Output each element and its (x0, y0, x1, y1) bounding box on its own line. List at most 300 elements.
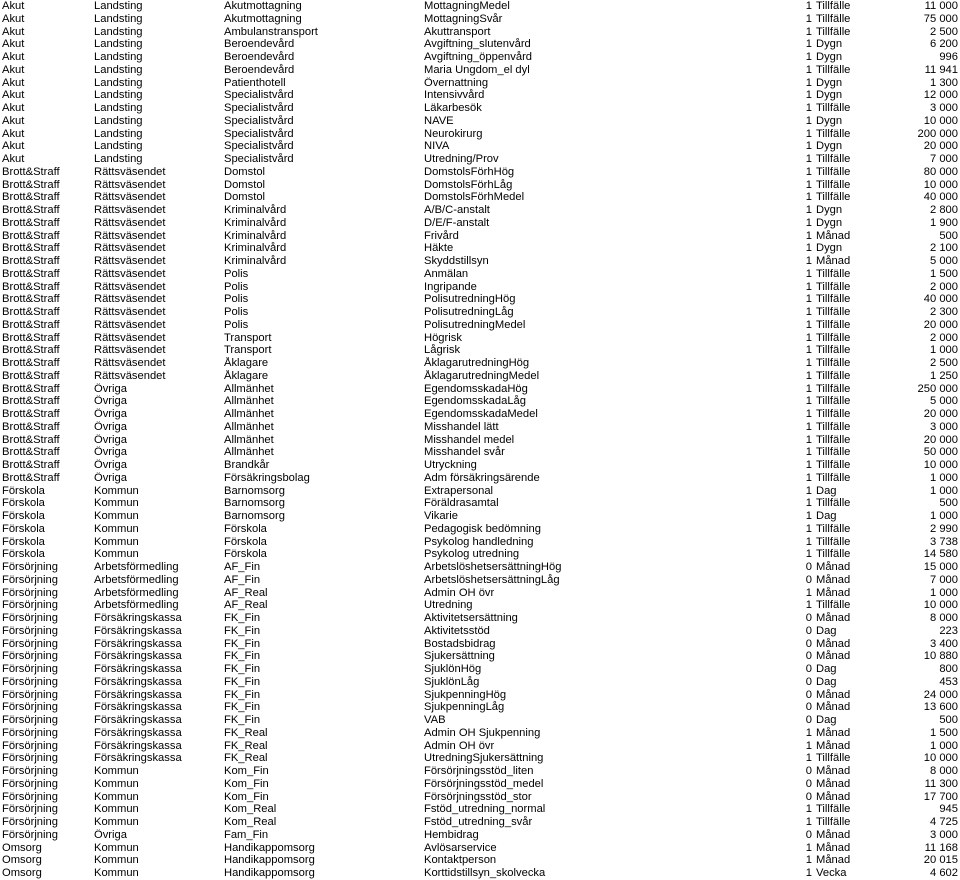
area-cell: Akut (2, 102, 25, 114)
table-row (0, 650, 960, 663)
sector-cell: Kommun (94, 497, 139, 510)
unit-cell: Specialistvård (224, 127, 294, 140)
period-cell: Tillfälle (816, 12, 851, 25)
cost-cell: 80 000 (923, 165, 958, 178)
cost-cell: 3 000 (930, 420, 958, 433)
unit-cell: Beroendevård (224, 51, 295, 63)
count-cell: 1 (805, 395, 812, 408)
unit-cell: Allmänhet (224, 408, 274, 420)
unit-cell: Allmänhet (224, 446, 274, 459)
cost-cell: 75 000 (923, 12, 958, 25)
period-cell: Tillfälle (816, 178, 851, 191)
sector-cell: Rättsväsendet (94, 344, 166, 357)
cost-cell: 1 900 (930, 216, 958, 229)
period-cell: Månad (816, 739, 851, 752)
count-cell: 1 (805, 178, 812, 191)
unit-cell: Transport (224, 344, 272, 357)
unit-cell: Specialistvård (224, 89, 294, 102)
table-row (0, 153, 960, 166)
area-cell: Försörjning (2, 701, 58, 714)
period-cell: Vecka (816, 867, 847, 879)
unit-cell: Specialistvård (224, 140, 294, 153)
area-cell: Försörjning (2, 573, 58, 586)
area-cell: Omsorg (2, 867, 42, 879)
table-row (0, 268, 960, 281)
table-row (0, 472, 960, 485)
unit-cell: Polis (224, 280, 249, 293)
table-row (0, 752, 960, 765)
area-cell: Brott&Straff (2, 433, 60, 446)
period-cell: Tillfälle (816, 382, 851, 395)
unit-cell: Kom_Fin (224, 777, 269, 790)
item-cell: ArbetslöshetsersättningHög (424, 561, 562, 573)
area-cell: Brott&Straff (2, 165, 60, 178)
period-cell: Månad (816, 765, 851, 777)
table-row (0, 51, 960, 64)
period-cell: Tillfälle (816, 459, 851, 471)
period-cell: Dygn (816, 114, 843, 127)
cost-cell: 2 100 (930, 242, 958, 255)
unit-cell: Kom_Fin (224, 765, 269, 777)
cost-cell: 1 000 (930, 471, 958, 484)
item-cell: Psykolog handledning (424, 535, 534, 548)
cost-cell: 3 000 (930, 828, 958, 841)
area-cell: Brott&Straff (2, 293, 60, 306)
area-cell: Brott&Straff (2, 471, 60, 484)
area-cell: Brott&Straff (2, 229, 60, 242)
item-cell: Hembidrag (424, 828, 479, 841)
table-row (0, 548, 960, 561)
item-cell: Anmälan (424, 267, 469, 280)
area-cell: Förskola (2, 548, 45, 561)
sector-cell: Försäkringskassa (94, 726, 182, 739)
unit-cell: FK_Fin (224, 612, 261, 624)
item-cell: Föräldrasamtal (424, 497, 499, 510)
table-row (0, 179, 960, 192)
period-cell: Månad (816, 637, 851, 650)
cost-cell: 8 000 (930, 612, 958, 624)
unit-cell: Åklagare (224, 357, 269, 369)
sector-cell: Försäkringskassa (94, 612, 182, 624)
unit-cell: Domstol (224, 178, 266, 191)
period-cell: Månad (816, 854, 851, 867)
period-cell: Tillfälle (816, 357, 851, 369)
item-cell: DomstolsFörhMedel (424, 191, 525, 204)
period-cell: Tillfälle (816, 599, 851, 612)
item-cell: Utredning/Prov (424, 153, 499, 165)
item-cell: Bostadsbidrag (424, 637, 496, 650)
area-cell: Brott&Straff (2, 357, 60, 369)
item-cell: VAB (424, 714, 446, 726)
area-cell: Akut (2, 127, 25, 140)
area-cell: Brott&Straff (2, 344, 60, 357)
item-cell: Vikarie (424, 510, 458, 522)
item-cell: Admin OH övr (424, 739, 495, 752)
table-row (0, 102, 960, 115)
period-cell: Månad (816, 726, 851, 739)
sector-cell: Rättsväsendet (94, 318, 166, 331)
sector-cell: Övriga (94, 471, 127, 484)
area-cell: Brott&Straff (2, 216, 60, 229)
count-cell: 1 (805, 357, 812, 369)
count-cell: 0 (805, 714, 812, 726)
period-cell: Tillfälle (816, 280, 851, 293)
table-row (0, 625, 960, 638)
item-cell: Adm försäkringsärende (424, 471, 540, 484)
cost-cell: 2 500 (930, 357, 958, 369)
item-cell: PolisutredningLåg (424, 306, 514, 318)
unit-cell: Handikappomsorg (224, 841, 315, 854)
unit-cell: Patienthotell (224, 76, 286, 89)
area-cell: Försörjning (2, 726, 58, 739)
table-row (0, 230, 960, 243)
item-cell: Maria Ungdom_el dyl (424, 63, 530, 76)
cost-cell: 1 300 (930, 76, 958, 89)
table-row (0, 319, 960, 332)
unit-cell: FK_Fin (224, 663, 261, 675)
count-cell: 1 (805, 306, 812, 318)
count-cell: 0 (805, 624, 812, 637)
table-row (0, 89, 960, 102)
count-cell: 1 (805, 510, 812, 522)
table-row (0, 663, 960, 676)
area-cell: Försörjning (2, 675, 58, 688)
sector-cell: Rättsväsendet (94, 280, 166, 293)
unit-cell: Barnomsorg (224, 497, 285, 510)
sector-cell: Försäkringskassa (94, 650, 182, 663)
item-cell: Frivård (424, 229, 459, 242)
sector-cell: Kommun (94, 548, 139, 561)
table-row (0, 497, 960, 510)
sector-cell: Rättsväsendet (94, 267, 166, 280)
item-cell: Misshandel svår (424, 446, 505, 459)
sector-cell: Kommun (94, 510, 139, 522)
area-cell: Brott&Straff (2, 446, 60, 459)
cost-cell: 800 (939, 663, 958, 675)
period-cell: Dag (816, 714, 837, 726)
cost-cell: 4 725 (930, 816, 958, 828)
period-cell: Tillfälle (816, 395, 851, 408)
unit-cell: Domstol (224, 191, 266, 204)
sector-cell: Försäkringskassa (94, 675, 182, 688)
count-cell: 1 (805, 522, 812, 535)
count-cell: 0 (805, 650, 812, 663)
unit-cell: FK_Real (224, 739, 268, 752)
area-cell: Brott&Straff (2, 191, 60, 204)
period-cell: Tillfälle (816, 331, 851, 344)
item-cell: Övernattning (424, 76, 489, 89)
period-cell: Dygn (816, 242, 843, 255)
unit-cell: Beroendevård (224, 38, 295, 51)
count-cell: 1 (805, 153, 812, 165)
area-cell: Akut (2, 89, 25, 102)
unit-cell: AF_Real (224, 586, 268, 599)
unit-cell: FK_Fin (224, 650, 261, 663)
count-cell: 0 (805, 701, 812, 714)
period-cell: Dygn (816, 216, 843, 229)
sector-cell: Landsting (94, 140, 143, 153)
sector-cell: Arbetsförmedling (94, 573, 179, 586)
cost-cell: 10 000 (923, 752, 958, 765)
period-cell: Tillfälle (816, 446, 851, 459)
area-cell: Brott&Straff (2, 280, 60, 293)
item-cell: Extrapersonal (424, 484, 494, 497)
unit-cell: Barnomsorg (224, 484, 285, 497)
table-row (0, 714, 960, 727)
period-cell: Dygn (816, 76, 843, 89)
period-cell: Tillfälle (816, 306, 851, 318)
count-cell: 1 (805, 63, 812, 76)
area-cell: Brott&Straff (2, 318, 60, 331)
unit-cell: FK_Fin (224, 675, 261, 688)
count-cell: 0 (805, 675, 812, 688)
area-cell: Brott&Straff (2, 306, 60, 318)
cost-cell: 6 200 (930, 38, 958, 51)
cost-cell: 500 (939, 229, 958, 242)
period-cell: Månad (816, 841, 851, 854)
area-cell: Förskola (2, 497, 45, 510)
table-row (0, 242, 960, 255)
area-cell: Akut (2, 25, 25, 38)
cost-cell: 2 000 (930, 331, 958, 344)
item-cell: Kontaktperson (424, 854, 497, 867)
unit-cell: Specialistvård (224, 153, 294, 165)
unit-cell: Polis (224, 306, 249, 318)
table-row (0, 77, 960, 90)
area-cell: Akut (2, 153, 25, 165)
table-row (0, 599, 960, 612)
sector-cell: Kommun (94, 765, 139, 777)
table-row (0, 523, 960, 536)
sector-cell: Landsting (94, 102, 143, 114)
area-cell: Förskola (2, 484, 45, 497)
sector-cell: Försäkringskassa (94, 637, 182, 650)
item-cell: Akuttransport (424, 25, 491, 38)
count-cell: 1 (805, 140, 812, 153)
count-cell: 1 (805, 267, 812, 280)
unit-cell: FK_Real (224, 752, 268, 765)
period-cell: Tillfälle (816, 293, 851, 306)
table-row (0, 64, 960, 77)
table-row (0, 446, 960, 459)
sector-cell: Landsting (94, 25, 143, 38)
cost-cell: 7 000 (930, 153, 958, 165)
count-cell: 1 (805, 382, 812, 395)
unit-cell: Kriminalvård (224, 216, 287, 229)
count-cell: 0 (805, 777, 812, 790)
period-cell: Dag (816, 675, 837, 688)
unit-cell: Domstol (224, 165, 266, 178)
period-cell: Tillfälle (816, 471, 851, 484)
unit-cell: Kom_Fin (224, 790, 269, 803)
area-cell: Brott&Straff (2, 178, 60, 191)
count-cell: 1 (805, 548, 812, 561)
sector-cell: Övriga (94, 408, 127, 420)
unit-cell: Handikappomsorg (224, 854, 315, 867)
area-cell: Försörjning (2, 765, 58, 777)
count-cell: 1 (805, 242, 812, 255)
cost-cell: 10 000 (923, 599, 958, 612)
item-cell: Misshandel medel (424, 433, 515, 446)
table-row (0, 255, 960, 268)
period-cell: Tillfälle (816, 267, 851, 280)
area-cell: Brott&Straff (2, 267, 60, 280)
cost-cell: 17 700 (923, 790, 958, 803)
cost-cell: 11 941 (924, 63, 958, 76)
cost-cell: 20 015 (923, 854, 958, 867)
count-cell: 1 (805, 38, 812, 51)
item-cell: PolisutredningHög (424, 293, 516, 306)
table-row (0, 587, 960, 600)
area-cell: Brott&Straff (2, 420, 60, 433)
period-cell: Tillfälle (816, 803, 851, 816)
cost-cell: 40 000 (923, 191, 958, 204)
cost-cell: 20 000 (923, 408, 958, 420)
sector-cell: Landsting (94, 114, 143, 127)
unit-cell: Polis (224, 293, 249, 306)
sector-cell: Övriga (94, 395, 127, 408)
area-cell: Akut (2, 12, 25, 25)
table-row (0, 740, 960, 753)
period-cell: Månad (816, 255, 851, 267)
item-cell: MottagningSvår (424, 12, 503, 25)
count-cell: 0 (805, 828, 812, 841)
table-row (0, 332, 960, 345)
sector-cell: Landsting (94, 63, 143, 76)
period-cell: Månad (816, 828, 851, 841)
sector-cell: Rättsväsendet (94, 255, 166, 267)
cost-cell: 1 000 (930, 484, 958, 497)
period-cell: Tillfälle (816, 433, 851, 446)
cost-cell: 50 000 (923, 446, 958, 459)
count-cell: 0 (805, 612, 812, 624)
count-cell: 1 (805, 127, 812, 140)
sector-cell: Försäkringskassa (94, 752, 182, 765)
area-cell: Försörjning (2, 688, 58, 701)
area-cell: Försörjning (2, 714, 58, 726)
area-cell: Brott&Straff (2, 331, 60, 344)
cost-cell: 11 168 (924, 841, 958, 854)
count-cell: 1 (805, 255, 812, 267)
item-cell: EgendomsskadaLåg (424, 395, 527, 408)
count-cell: 1 (805, 89, 812, 102)
item-cell: Avlösarservice (424, 841, 497, 854)
cost-cell: 20 000 (923, 433, 958, 446)
cost-cell: 1 250 (930, 369, 958, 382)
sector-cell: Rättsväsendet (94, 165, 166, 178)
period-cell: Tillfälle (816, 165, 851, 178)
count-cell: 1 (805, 280, 812, 293)
table-row (0, 408, 960, 421)
count-cell: 0 (805, 663, 812, 675)
sector-cell: Landsting (94, 0, 143, 12)
table-row (0, 191, 960, 204)
cost-cell: 11 300 (924, 777, 958, 790)
cost-cell: 1 000 (930, 510, 958, 522)
period-cell: Månad (816, 229, 851, 242)
area-cell: Akut (2, 38, 25, 51)
unit-cell: Kriminalvård (224, 229, 287, 242)
table-row (0, 128, 960, 141)
cost-cell: 10 000 (923, 114, 958, 127)
period-cell: Tillfälle (816, 344, 851, 357)
period-cell: Tillfälle (816, 522, 851, 535)
sector-cell: Kommun (94, 867, 139, 879)
sector-cell: Övriga (94, 420, 127, 433)
sector-cell: Rättsväsendet (94, 331, 166, 344)
sector-cell: Kommun (94, 803, 139, 816)
sector-cell: Kommun (94, 841, 139, 854)
period-cell: Månad (816, 650, 851, 663)
period-cell: Tillfälle (816, 127, 851, 140)
period-cell: Dag (816, 663, 837, 675)
area-cell: Försörjning (2, 803, 58, 816)
sector-cell: Rättsväsendet (94, 369, 166, 382)
table-row (0, 612, 960, 625)
item-cell: Intensivvård (424, 89, 485, 102)
count-cell: 1 (805, 854, 812, 867)
period-cell: Månad (816, 612, 851, 624)
period-cell: Tillfälle (816, 191, 851, 204)
count-cell: 1 (805, 841, 812, 854)
area-cell: Försörjning (2, 624, 58, 637)
period-cell: Månad (816, 790, 851, 803)
sector-cell: Rättsväsendet (94, 216, 166, 229)
cost-cell: 5 000 (930, 395, 958, 408)
table-row (0, 0, 960, 13)
period-cell: Månad (816, 586, 851, 599)
unit-cell: Kriminalvård (224, 255, 287, 267)
sector-cell: Rättsväsendet (94, 191, 166, 204)
area-cell: Förskola (2, 535, 45, 548)
item-cell: EgendomsskadaHög (424, 382, 528, 395)
count-cell: 1 (805, 114, 812, 127)
count-cell: 1 (805, 599, 812, 612)
count-cell: 0 (805, 765, 812, 777)
area-cell: Försörjning (2, 663, 58, 675)
sector-cell: Rättsväsendet (94, 357, 166, 369)
period-cell: Tillfälle (816, 0, 851, 12)
item-cell: A/B/C-anstalt (424, 204, 490, 216)
area-cell: Brott&Straff (2, 459, 60, 471)
table-row (0, 434, 960, 447)
unit-cell: Förskola (224, 548, 267, 561)
unit-cell: Beroendevård (224, 63, 295, 76)
area-cell: Brott&Straff (2, 255, 60, 267)
sector-cell: Arbetsförmedling (94, 599, 179, 612)
table-row (0, 459, 960, 472)
sector-cell: Övriga (94, 828, 127, 841)
count-cell: 1 (805, 867, 812, 879)
sector-cell: Landsting (94, 127, 143, 140)
unit-cell: FK_Fin (224, 624, 261, 637)
item-cell: MottagningMedel (424, 0, 510, 12)
area-cell: Akut (2, 51, 25, 63)
table-row (0, 421, 960, 434)
count-cell: 0 (805, 790, 812, 803)
sector-cell: Landsting (94, 89, 143, 102)
unit-cell: Fam_Fin (224, 828, 269, 841)
unit-cell: Akutmottagning (224, 0, 302, 12)
area-cell: Akut (2, 63, 25, 76)
count-cell: 1 (805, 484, 812, 497)
table-row (0, 38, 960, 51)
item-cell: Admin OH Sjukpenning (424, 726, 541, 739)
table-row (0, 115, 960, 128)
area-cell: Omsorg (2, 841, 42, 854)
unit-cell: Åklagare (224, 369, 269, 382)
sector-cell: Kommun (94, 535, 139, 548)
